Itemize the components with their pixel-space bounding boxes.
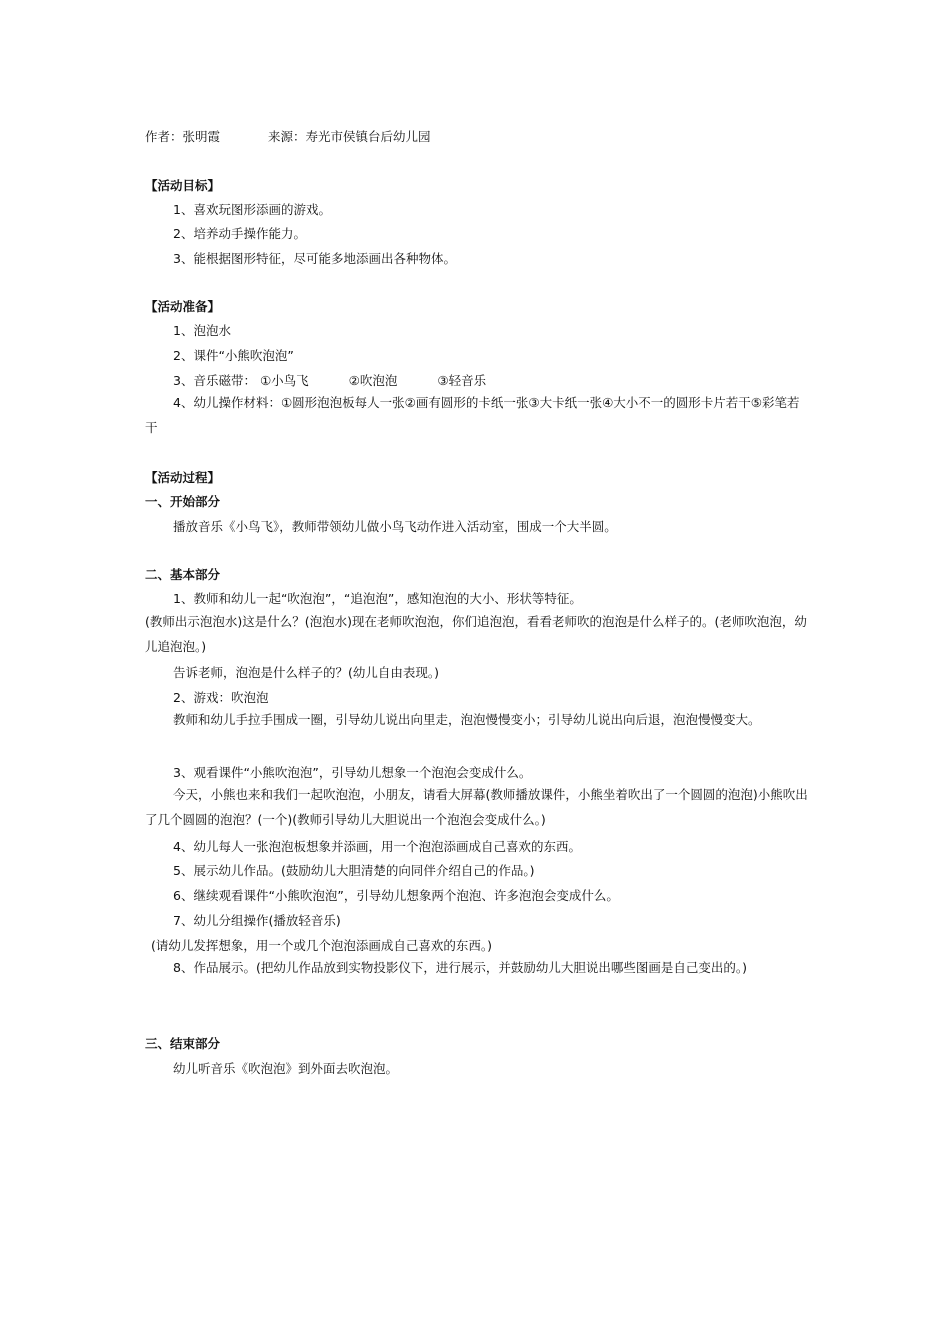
part3-heading: 三、结束部分 (145, 1036, 221, 1051)
part2-heading: 二、基本部分 (145, 567, 221, 582)
part2-paragraph: 4、幼儿每人一张泡泡板想象并添画，用一个泡泡添画成自己喜欢的东西。 (173, 839, 581, 854)
goal-item: 2、培养动手操作能力。 (173, 226, 306, 241)
part2-paragraph: 3、观看课件“小熊吹泡泡”，引导幼儿想象一个泡泡会变成什么。 (173, 765, 532, 780)
prep-music-line (173, 372, 486, 390)
prep-item: 1、泡泡水 (173, 323, 231, 338)
process-heading: 【活动过程】 (145, 470, 221, 485)
part2-paragraph: (请幼儿发挥想象，用一个或几个泡泡添画成自己喜欢的东西。) (151, 938, 493, 953)
prep-music-label: 3、音乐磁带： (173, 373, 256, 388)
author-source-line (145, 128, 431, 146)
part2-paragraph: 2、游戏：吹泡泡 (173, 690, 269, 705)
part2-paragraph: 6、继续观看课件“小熊吹泡泡”，引导幼儿想象两个泡泡、许多泡泡会变成什么。 (173, 888, 619, 903)
part2-paragraph: 今天，小熊也来和我们一起吹泡泡，小朋友，请看大屏幕(教师播放课件，小熊坐着吹出了一个圆圆的泡泡)小熊吹出了几个圆圆的泡泡？(一个)(教师引导幼儿大胆说出一个泡泡会变成什么。) (145, 787, 808, 827)
goal-item: 1、喜欢玩图形添画的游戏。 (173, 202, 331, 217)
music-item: ③轻音乐 (437, 373, 487, 388)
part1-text: 播放音乐《小鸟飞》，教师带领幼儿做小鸟飞动作进入活动室，围成一个大半圆。 (173, 519, 617, 534)
source-text: 来源：寿光市侯镇台后幼儿园 (268, 129, 431, 144)
part2-paragraph: 5、展示幼儿作品。(鼓励幼儿大胆清楚的向同伴介绍自己的作品。) (173, 863, 535, 878)
prep-item: 2、课件“小熊吹泡泡” (173, 348, 294, 363)
author-text: 作者：张明霞 (145, 129, 221, 144)
goals-heading: 【活动目标】 (145, 178, 221, 193)
music-item: ①小鸟飞 (259, 373, 309, 388)
music-item: ②吹泡泡 (348, 373, 398, 388)
part2-paragraph: 1、教师和幼儿一起“吹泡泡”，“追泡泡”，感知泡泡的大小、形状等特征。 (173, 591, 582, 606)
goal-item: 3、能根据图形特征，尽可能多地添画出各种物体。 (173, 251, 456, 266)
part3-text: 幼儿听音乐《吹泡泡》到外面去吹泡泡。 (173, 1061, 399, 1076)
part2-paragraph: 7、幼儿分组操作(播放轻音乐) (173, 913, 341, 928)
part2-paragraph: 教师和幼儿手拉手围成一圈，引导幼儿说出向里走，泡泡慢慢变小；引导幼儿说出向后退，泡泡慢慢变大。 (173, 712, 761, 727)
part1-heading: 一、开始部分 (145, 494, 221, 509)
part2-paragraph: 告诉老师，泡泡是什么样子的？(幼儿自由表现。) (173, 665, 440, 680)
prep-heading: 【活动准备】 (145, 299, 221, 314)
prep-materials: 4、幼儿操作材料：①圆形泡泡板每人一张②画有圆形的卡纸一张③大卡纸一张④大小不一的圆形卡片若干⑤彩笔若干 (145, 395, 800, 435)
part2-paragraph: (教师出示泡泡水)这是什么？(泡泡水)现在老师吹泡泡，你们追泡泡，看看老师吹的泡泡是什么样子的。(老师吹泡泡，幼儿追泡泡。) (145, 614, 807, 654)
part2-paragraph: 8、作品展示。(把幼儿作品放到实物投影仪下，进行展示，并鼓励幼儿大胆说出哪些图画是自己变出的。) (173, 960, 747, 975)
